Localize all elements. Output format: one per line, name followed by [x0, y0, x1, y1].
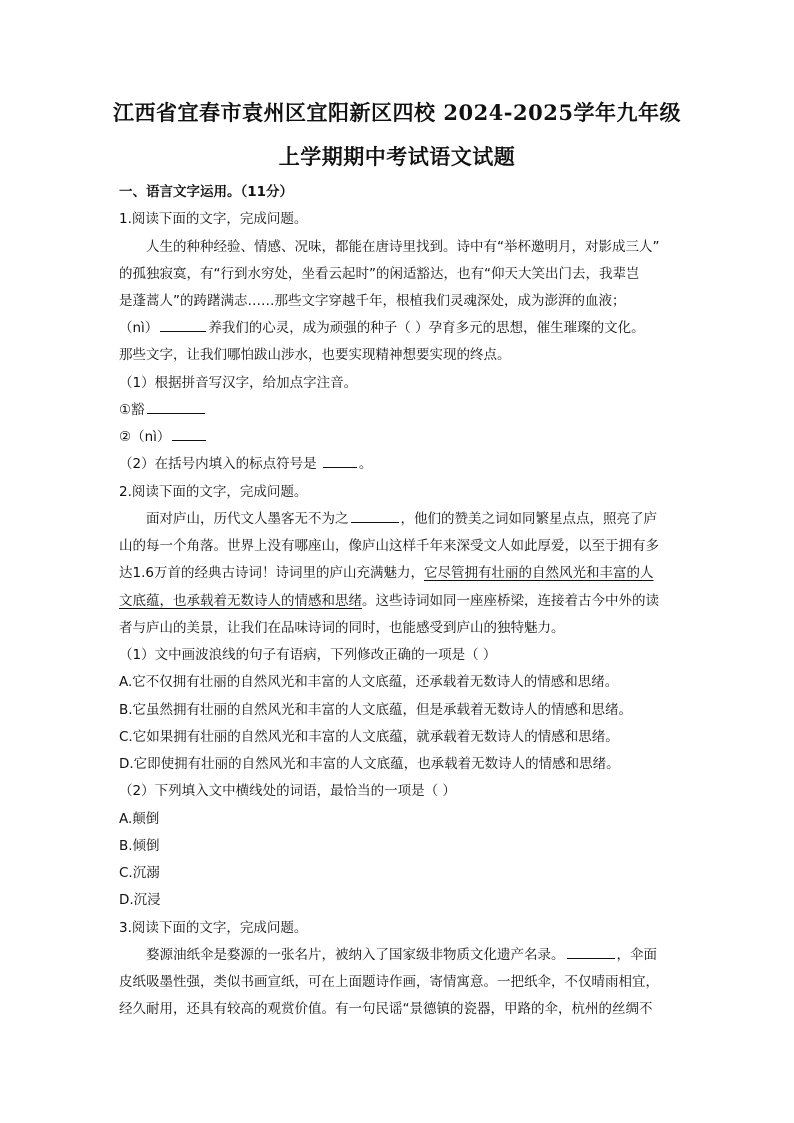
q2-option-b: B.它虽然拥有壮丽的自然风光和丰富的人文底蕴，但是承载着无数诗人的情感和思绪。: [119, 702, 633, 718]
q2-paragraph-text: 达1.6万首的经典古诗词！诗词里的庐山充满魅力，: [119, 565, 424, 581]
q2-option-a: A.它不仅拥有壮丽的自然风光和丰富的人文底蕴，还承载着无数诗人的情感和思绪。: [119, 674, 619, 690]
sub-question-end: 。: [358, 456, 373, 472]
q3-paragraph-line: [146, 943, 657, 963]
q2-word-option: C.沉溺: [119, 865, 160, 881]
q2-sub-question: （2）下列填入文中横线处的词语，最恰当的一项是（ ）: [119, 783, 456, 799]
q2-word-option: D.沉浸: [119, 892, 161, 908]
q1-paragraph-text: 养我们的心灵，成为顽强的种子（ ）孕育多元的思想，催生璀璨的文化。: [208, 320, 645, 336]
q2-paragraph-line: 山的每一个角落。世界上没有哪座山，像庐山这样千年来深受文人如此厚爱，以至于拥有多: [119, 538, 659, 554]
q1-paragraph-line: 那些文字，让我们哪怕跋山涉水，也要实现精神想要实现的终点。: [119, 347, 511, 363]
title-line-1: 江西省宜春市袁州区宜阳新区四校 2024-2025学年九年级: [113, 100, 681, 125]
q1-item: [119, 425, 208, 445]
item-label: ①豁: [119, 402, 145, 418]
q1-paragraph-line: 的孤独寂寞，有“行到水穷处，坐看云起时”的闲适豁达，也有“仰天大笑出门去，我辈岂: [119, 266, 640, 282]
answer-blank[interactable]: [351, 510, 399, 523]
sub-question-text: （2）在括号内填入的标点符号是: [119, 456, 317, 472]
q2-paragraph-line: 者与庐山的美景，让我们在品味诗词的同时，也能感受到庐山的独特魅力。: [119, 620, 565, 636]
q2-option-c: C.它如果拥有壮丽的自然风光和丰富的人文底蕴，就承载着无数诗人的情感和思绪。: [119, 729, 619, 745]
q2-paragraph-text: 面对庐山，历代文人墨客无不为之: [146, 511, 349, 527]
q1-paragraph-line: 人生的种种经验、情感、况味，都能在唐诗里找到。诗中有“举杯邀明月，对影成三人”: [146, 239, 660, 255]
q2-paragraph-text: 。这些诗词如同一座座桥梁，连接着古今中外的读: [362, 593, 659, 609]
q3-paragraph-text: 婺源油纸伞是婺源的一张名片，被纳入了国家级非物质文化遗产名录。: [146, 947, 565, 963]
answer-blank[interactable]: [567, 946, 615, 959]
answer-blank[interactable]: [160, 319, 206, 332]
q1-item: [119, 398, 207, 418]
pinyin-label: （nì）: [119, 320, 159, 336]
q2-word-option: B.倾倒: [119, 838, 160, 854]
q2-paragraph-text: ，他们的赞美之词如同繁星点点，照亮了庐: [400, 511, 657, 527]
q2-paragraph-line: [146, 507, 657, 527]
item-label: ②（nì）: [119, 429, 171, 445]
q3-paragraph-text: ，伞面: [616, 947, 657, 963]
answer-blank[interactable]: [172, 428, 206, 441]
wavy-underlined-sentence: 它尽管拥有壮丽的自然风光和丰富的人: [423, 565, 654, 581]
q2-paragraph-line: [119, 589, 659, 609]
q2-word-option: A.颠倒: [119, 811, 160, 827]
answer-blank[interactable]: [147, 401, 205, 414]
q2-sub-question: （1）文中画波浪线的句子有语病，下列修改正确的一项是（ ）: [119, 647, 497, 663]
q3-stem: 3.阅读下面的文字，完成问题。: [119, 920, 308, 936]
q1-paragraph-line: 是蓬蒿人”的踌躇满志……那些文字穿越千年，根植我们灵魂深处，成为澎湃的血液；: [119, 293, 626, 309]
q3-paragraph-line: 经久耐用，还具有较高的观赏价值。有一句民谣“景德镇的瓷器，甲路的伞，杭州的丝绸不: [119, 1001, 653, 1017]
q2-paragraph-line: [119, 561, 653, 581]
q3-paragraph-line: 皮纸吸墨性强，类似书画宣纸，可在上面题诗作画，寄情寓意。一把纸伞，不仅晴雨相宜，: [119, 974, 659, 990]
wavy-underlined-sentence: 文底蕴，也承载着无数诗人的情感和思绪: [119, 593, 362, 609]
answer-blank[interactable]: [323, 455, 357, 468]
q2-stem: 2.阅读下面的文字，完成问题。: [119, 484, 308, 500]
q1-stem: 1.阅读下面的文字，完成问题。: [119, 211, 308, 227]
q2-option-d: D.它即使拥有壮丽的自然风光和丰富的人文底蕴，也承载着无数诗人的情感和思绪。: [119, 756, 620, 772]
q1-paragraph-line: [119, 316, 645, 336]
section-heading: 一、语言文字运用。（11分）: [119, 184, 294, 200]
q1-sub-question: [119, 452, 372, 472]
q1-sub-question: （1）根据拼音写汉字，给加点字注音。: [119, 375, 358, 391]
title-line-2: 上学期期中考试语文试题: [278, 144, 516, 169]
